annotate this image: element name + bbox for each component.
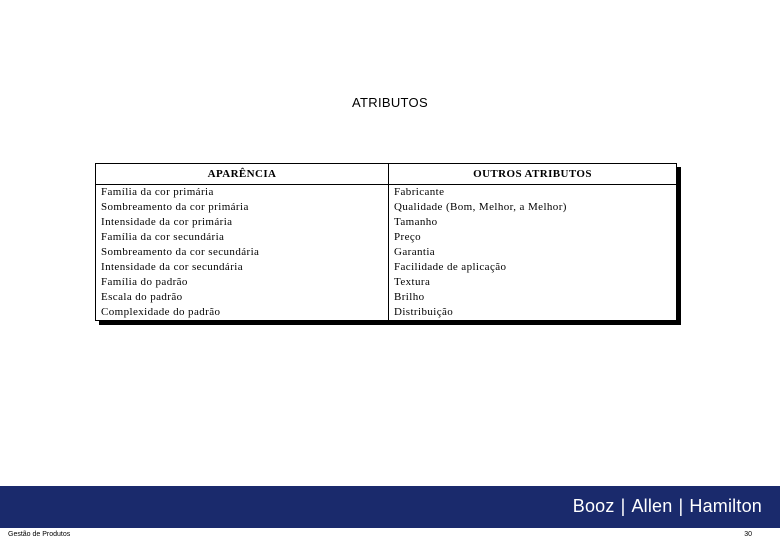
- table-row: [96, 185, 677, 201]
- other-attribute-cell: Textura: [394, 276, 431, 288]
- appearance-cell: Escala do padrão: [96, 290, 389, 305]
- table-row: [96, 305, 677, 321]
- table-header-row: [96, 164, 677, 185]
- appearance-cell: Família da cor primária: [96, 185, 389, 201]
- table-row: [96, 275, 677, 290]
- header-other-attributes: OUTROS ATRIBUTOS: [389, 164, 677, 185]
- other-attribute-cell: Tamanho: [394, 216, 438, 228]
- table-row: [96, 290, 677, 305]
- brand-part-allen: Allen: [631, 496, 673, 516]
- slide-title: ATRIBUTOS: [352, 95, 428, 110]
- brand-logo: [573, 496, 762, 517]
- other-attribute-cell: Preço: [394, 231, 422, 243]
- brand-part-hamilton: Hamilton: [689, 496, 762, 516]
- header-appearance: APARÊNCIA: [96, 164, 389, 185]
- other-attribute-cell: Garantia: [394, 246, 436, 258]
- brand-part-booz: Booz: [572, 496, 615, 516]
- brand-separator: |: [620, 496, 626, 516]
- table-row: [96, 215, 677, 230]
- appearance-cell: Intensidade da cor secundária: [96, 260, 389, 275]
- table-row: [96, 200, 677, 215]
- appearance-cell: Sombreamento da cor secundária: [96, 245, 389, 260]
- table-row: [96, 245, 677, 260]
- table-row: [96, 260, 677, 275]
- footer-course-label: Gestão de Produtos: [8, 531, 71, 538]
- footer-bar: [0, 486, 780, 528]
- attributes-table-container: [95, 163, 677, 321]
- brand-separator: |: [678, 496, 684, 516]
- page-number: 30: [744, 531, 752, 538]
- other-attribute-cell: Qualidade (Bom, Melhor, a Melhor): [394, 201, 567, 213]
- other-attribute-cell: Distribuição: [394, 306, 454, 318]
- attributes-table: [95, 163, 677, 321]
- other-attribute-cell: Brilho: [394, 291, 425, 303]
- appearance-cell: Família do padrão: [96, 275, 389, 290]
- appearance-cell: Complexidade do padrão: [96, 305, 389, 321]
- other-attribute-cell: Fabricante: [394, 186, 445, 198]
- other-attribute-cell: Facilidade de aplicação: [394, 261, 507, 273]
- appearance-cell: Sombreamento da cor primária: [96, 200, 389, 215]
- appearance-cell: Intensidade da cor primária: [96, 215, 389, 230]
- table-row: [96, 230, 677, 245]
- appearance-cell: Família da cor secundária: [96, 230, 389, 245]
